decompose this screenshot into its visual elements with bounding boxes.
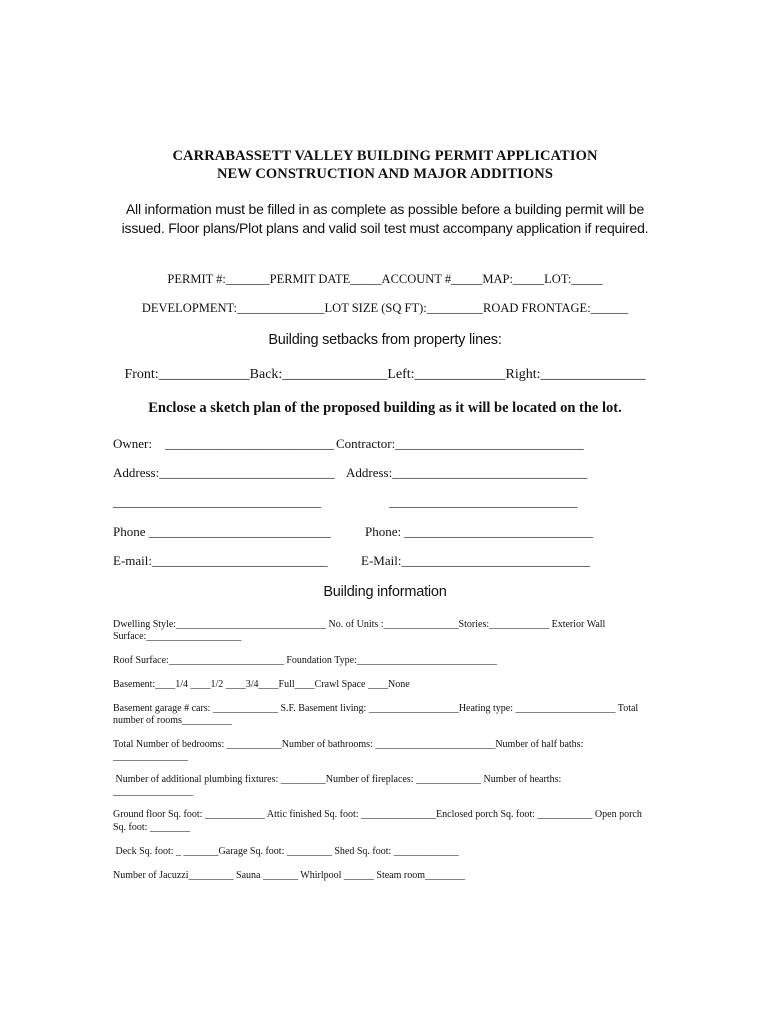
basement-garage-line: Basement garage # cars: _____________ S.F. Basement living: __________________Heating type: ____________________ Total (113, 703, 639, 714)
setbacks-heading: Building setbacks from property lines: (268, 332, 502, 348)
hearths-line: ________________ (113, 786, 193, 797)
contractor-address-field: Address:______________________________ (346, 465, 588, 480)
open-porch-sqft-line: Sq. foot: ________ (113, 822, 190, 833)
enclose-sketch-instruction: Enclose a sketch plan of the proposed building as it will be located on the lot. (148, 400, 622, 416)
contractor-email-field: E-Mail:_____________________________ (361, 553, 590, 568)
owner-address-field: Address:___________________________ (113, 465, 335, 480)
owner-phone-field: Phone ____________________________ (113, 524, 331, 539)
building-information-heading: Building information (323, 584, 447, 600)
square-footage-line: Ground floor Sq. foot: ____________ Attic finished Sq. foot: _______________Enclosed porch Sq. foot: ___________ Open porch (113, 809, 642, 820)
contractor-address-line-2: _____________________________ (389, 494, 578, 509)
owner-email-field: E-mail:___________________________ (113, 553, 328, 568)
half-baths-line: _______________ (113, 751, 188, 762)
development-info-line: DEVELOPMENT:______________LOT SIZE (SQ FT):_________ROAD FRONTAGE:______ (141, 301, 629, 315)
contractor-phone-field: Phone: _____________________________ (365, 524, 593, 539)
plumbing-fireplaces-line: Number of additional plumbing fixtures: _________Number of fireplaces: _____________ Number of hearths: (113, 774, 562, 785)
jacuzzi-sauna-line: Number of Jacuzzi_________ Sauna _______ Whirlpool ______ Steam room________ (113, 870, 465, 881)
owner-field: Owner: __________________________ (113, 436, 334, 451)
intro-text-line-1: All information must be filled in as complete as possible before a building permit will be (125, 201, 645, 217)
deck-garage-shed-line: Deck Sq. foot: _ _______Garage Sq. foot: _________ Shed Sq. foot: _____________ (113, 846, 459, 857)
dwelling-style-line: Dwelling Style:______________________________ No. of Units :_______________Stories:____________ Exterior Wall (113, 619, 606, 630)
setbacks-line: Front:_____________Back:_______________Left:_____________Right:_______________ (124, 367, 646, 382)
intro-text-line-2: issued. Floor plans/Plot plans and valid soil test must accompany application if required. (121, 220, 649, 236)
bedrooms-bathrooms-line: Total Number of bedrooms: ___________Number of bathrooms: ________________________Number of half baths: (113, 739, 584, 750)
number-of-rooms-line: number of rooms__________ (113, 715, 232, 726)
permit-info-line: PERMIT #:_______PERMIT DATE_____ACCOUNT #_____MAP:_____LOT:_____ (167, 272, 603, 286)
owner-address-line-2: ________________________________ (113, 494, 321, 509)
roof-foundation-line: Roof Surface:_______________________ Foundation Type:____________________________ (113, 655, 497, 666)
form-title-line-1: CARRABASSETT VALLEY BUILDING PERMIT APPLICATION (172, 148, 598, 164)
exterior-wall-surface-line: Surface:___________________ (113, 631, 242, 642)
contractor-field: Contractor:_____________________________ (336, 436, 584, 451)
basement-line: Basement:____1/4 ____1/2 ____3/4____Full____Crawl Space ____None (113, 679, 410, 690)
form-title-line-2: NEW CONSTRUCTION AND MAJOR ADDITIONS (216, 166, 554, 182)
